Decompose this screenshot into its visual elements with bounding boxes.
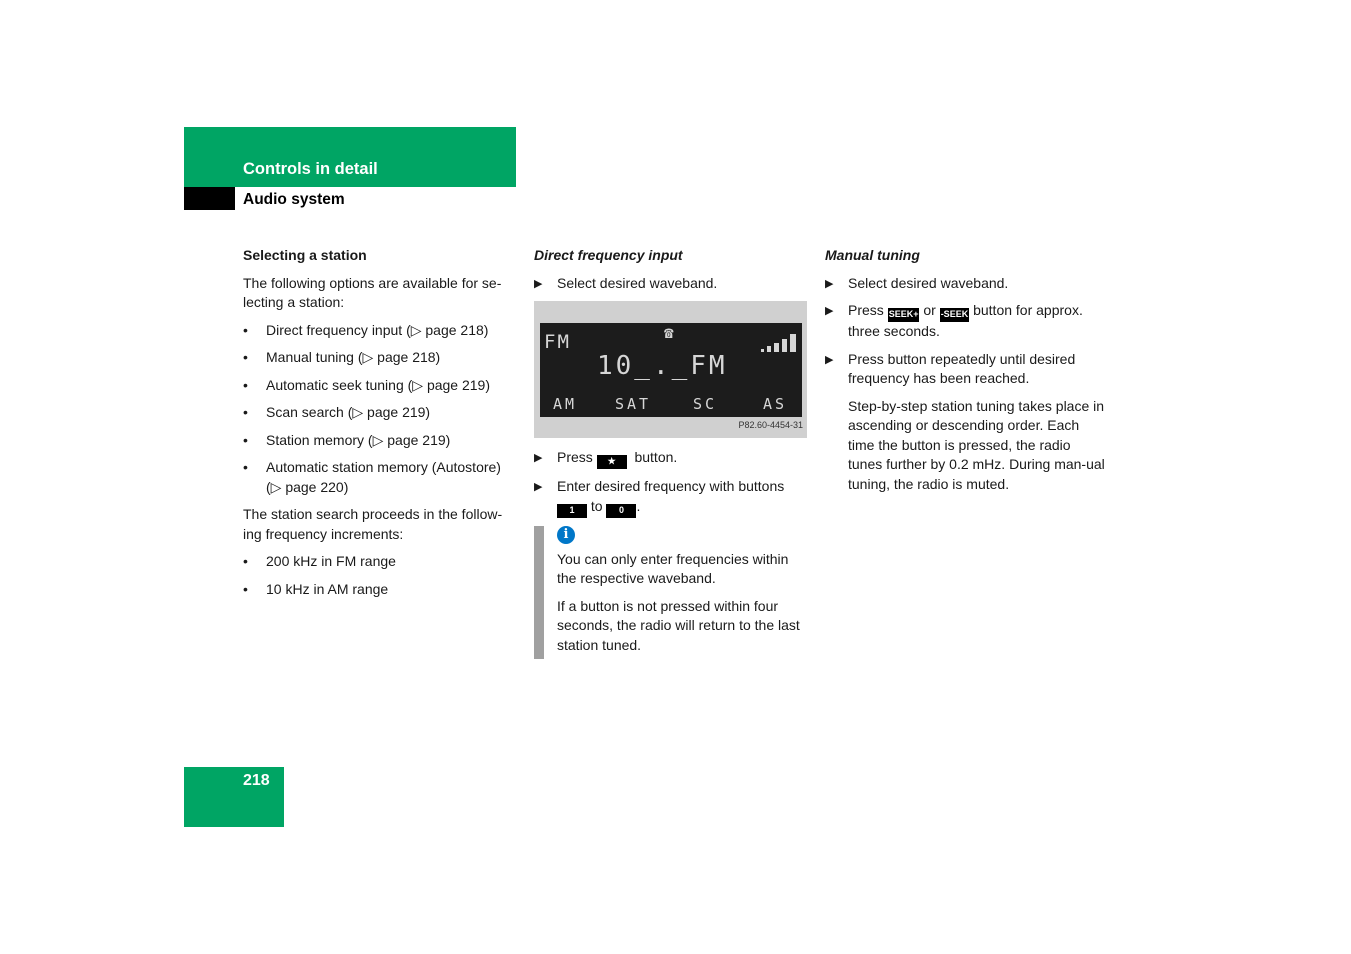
- seek-down-key: -SEEK: [940, 308, 970, 322]
- info-paragraph: You can only enter frequencies within the respective waveband.: [557, 550, 789, 586]
- info-paragraph: If a button is not pressed within four seconds, the radio will return to the last station tuned.: [557, 597, 800, 653]
- list-item: • 200 kHz in FM range: [243, 553, 396, 569]
- info-icon: i: [557, 526, 575, 544]
- page-number: 218: [243, 772, 270, 789]
- signal-bars-icon: [759, 331, 799, 353]
- lcd-screen: [540, 323, 802, 417]
- tuning-note: Step-by-step station tuning takes place in ascending or descending order. Each time the button is pressed, the radio tunes further by 0.2 mHz. During man-ual tuning, the radio is muted.: [848, 397, 1105, 492]
- radio-display-figure: [534, 301, 807, 438]
- softkey-sat: SAT: [615, 395, 652, 413]
- increments-intro: The station search proceeds in the follow-ing frequency increments:: [243, 506, 503, 542]
- key-0: 0: [606, 504, 636, 518]
- list-item: • Direct frequency input (▷ page 218): [243, 321, 489, 338]
- softkey-as: AS: [763, 395, 788, 413]
- step-press-seek: ▶ Press SEEK+ or -SEEK button for approx. three seconds.: [825, 302, 1083, 339]
- subsection-marker: [184, 187, 235, 210]
- step-press-star: ▶ Press ★ button.: [534, 448, 809, 469]
- step-select-waveband: ▶ Select desired waveband.: [825, 274, 1009, 291]
- lcd-band: FM: [544, 331, 571, 353]
- section-title: Controls in detail: [243, 160, 378, 178]
- figure-reference: P82.60-4454-31: [738, 419, 803, 430]
- heading-direct-frequency: Direct frequency input: [534, 247, 683, 263]
- note-bar: [534, 526, 544, 660]
- step-press-repeatedly: ▶ Press button repeatedly until desired frequency has been reached.: [825, 350, 1076, 386]
- heading-selecting-station: Selecting a station: [243, 247, 367, 263]
- list-item: • Automatic seek tuning (▷ page 219): [243, 376, 491, 393]
- column-direct-frequency: [534, 246, 809, 655]
- list-item: • Station memory (▷ page 219): [243, 431, 451, 448]
- key-1: 1: [557, 504, 587, 518]
- step-select-waveband: ▶ Select desired waveband.: [534, 274, 718, 291]
- subsection-title: Audio system: [243, 191, 345, 208]
- list-item: • 10 kHz in AM range: [243, 580, 389, 597]
- column-selecting-station: [243, 246, 518, 607]
- softkey-am: AM: [553, 395, 578, 413]
- phone-icon: ☎: [664, 323, 674, 342]
- list-item: • Automatic station memory (Autostore) (▷ page 220): [243, 459, 501, 495]
- list-item: • Scan search (▷ page 219): [243, 404, 431, 420]
- softkey-sc: SC: [693, 395, 718, 413]
- star-key: ★: [597, 455, 627, 469]
- lcd-frequency: 10_._FM: [597, 351, 728, 381]
- step-enter-frequency: ▶ Enter desired frequency with buttons 1 to 0 .: [534, 477, 809, 518]
- info-note: [534, 526, 809, 656]
- column-manual-tuning: [825, 246, 1105, 502]
- seek-up-key: SEEK+: [888, 308, 920, 322]
- heading-manual-tuning: Manual tuning: [825, 247, 920, 263]
- list-item: • Manual tuning (▷ page 218): [243, 349, 441, 365]
- intro-text: The following options are available for se-lecting a station:: [243, 274, 502, 310]
